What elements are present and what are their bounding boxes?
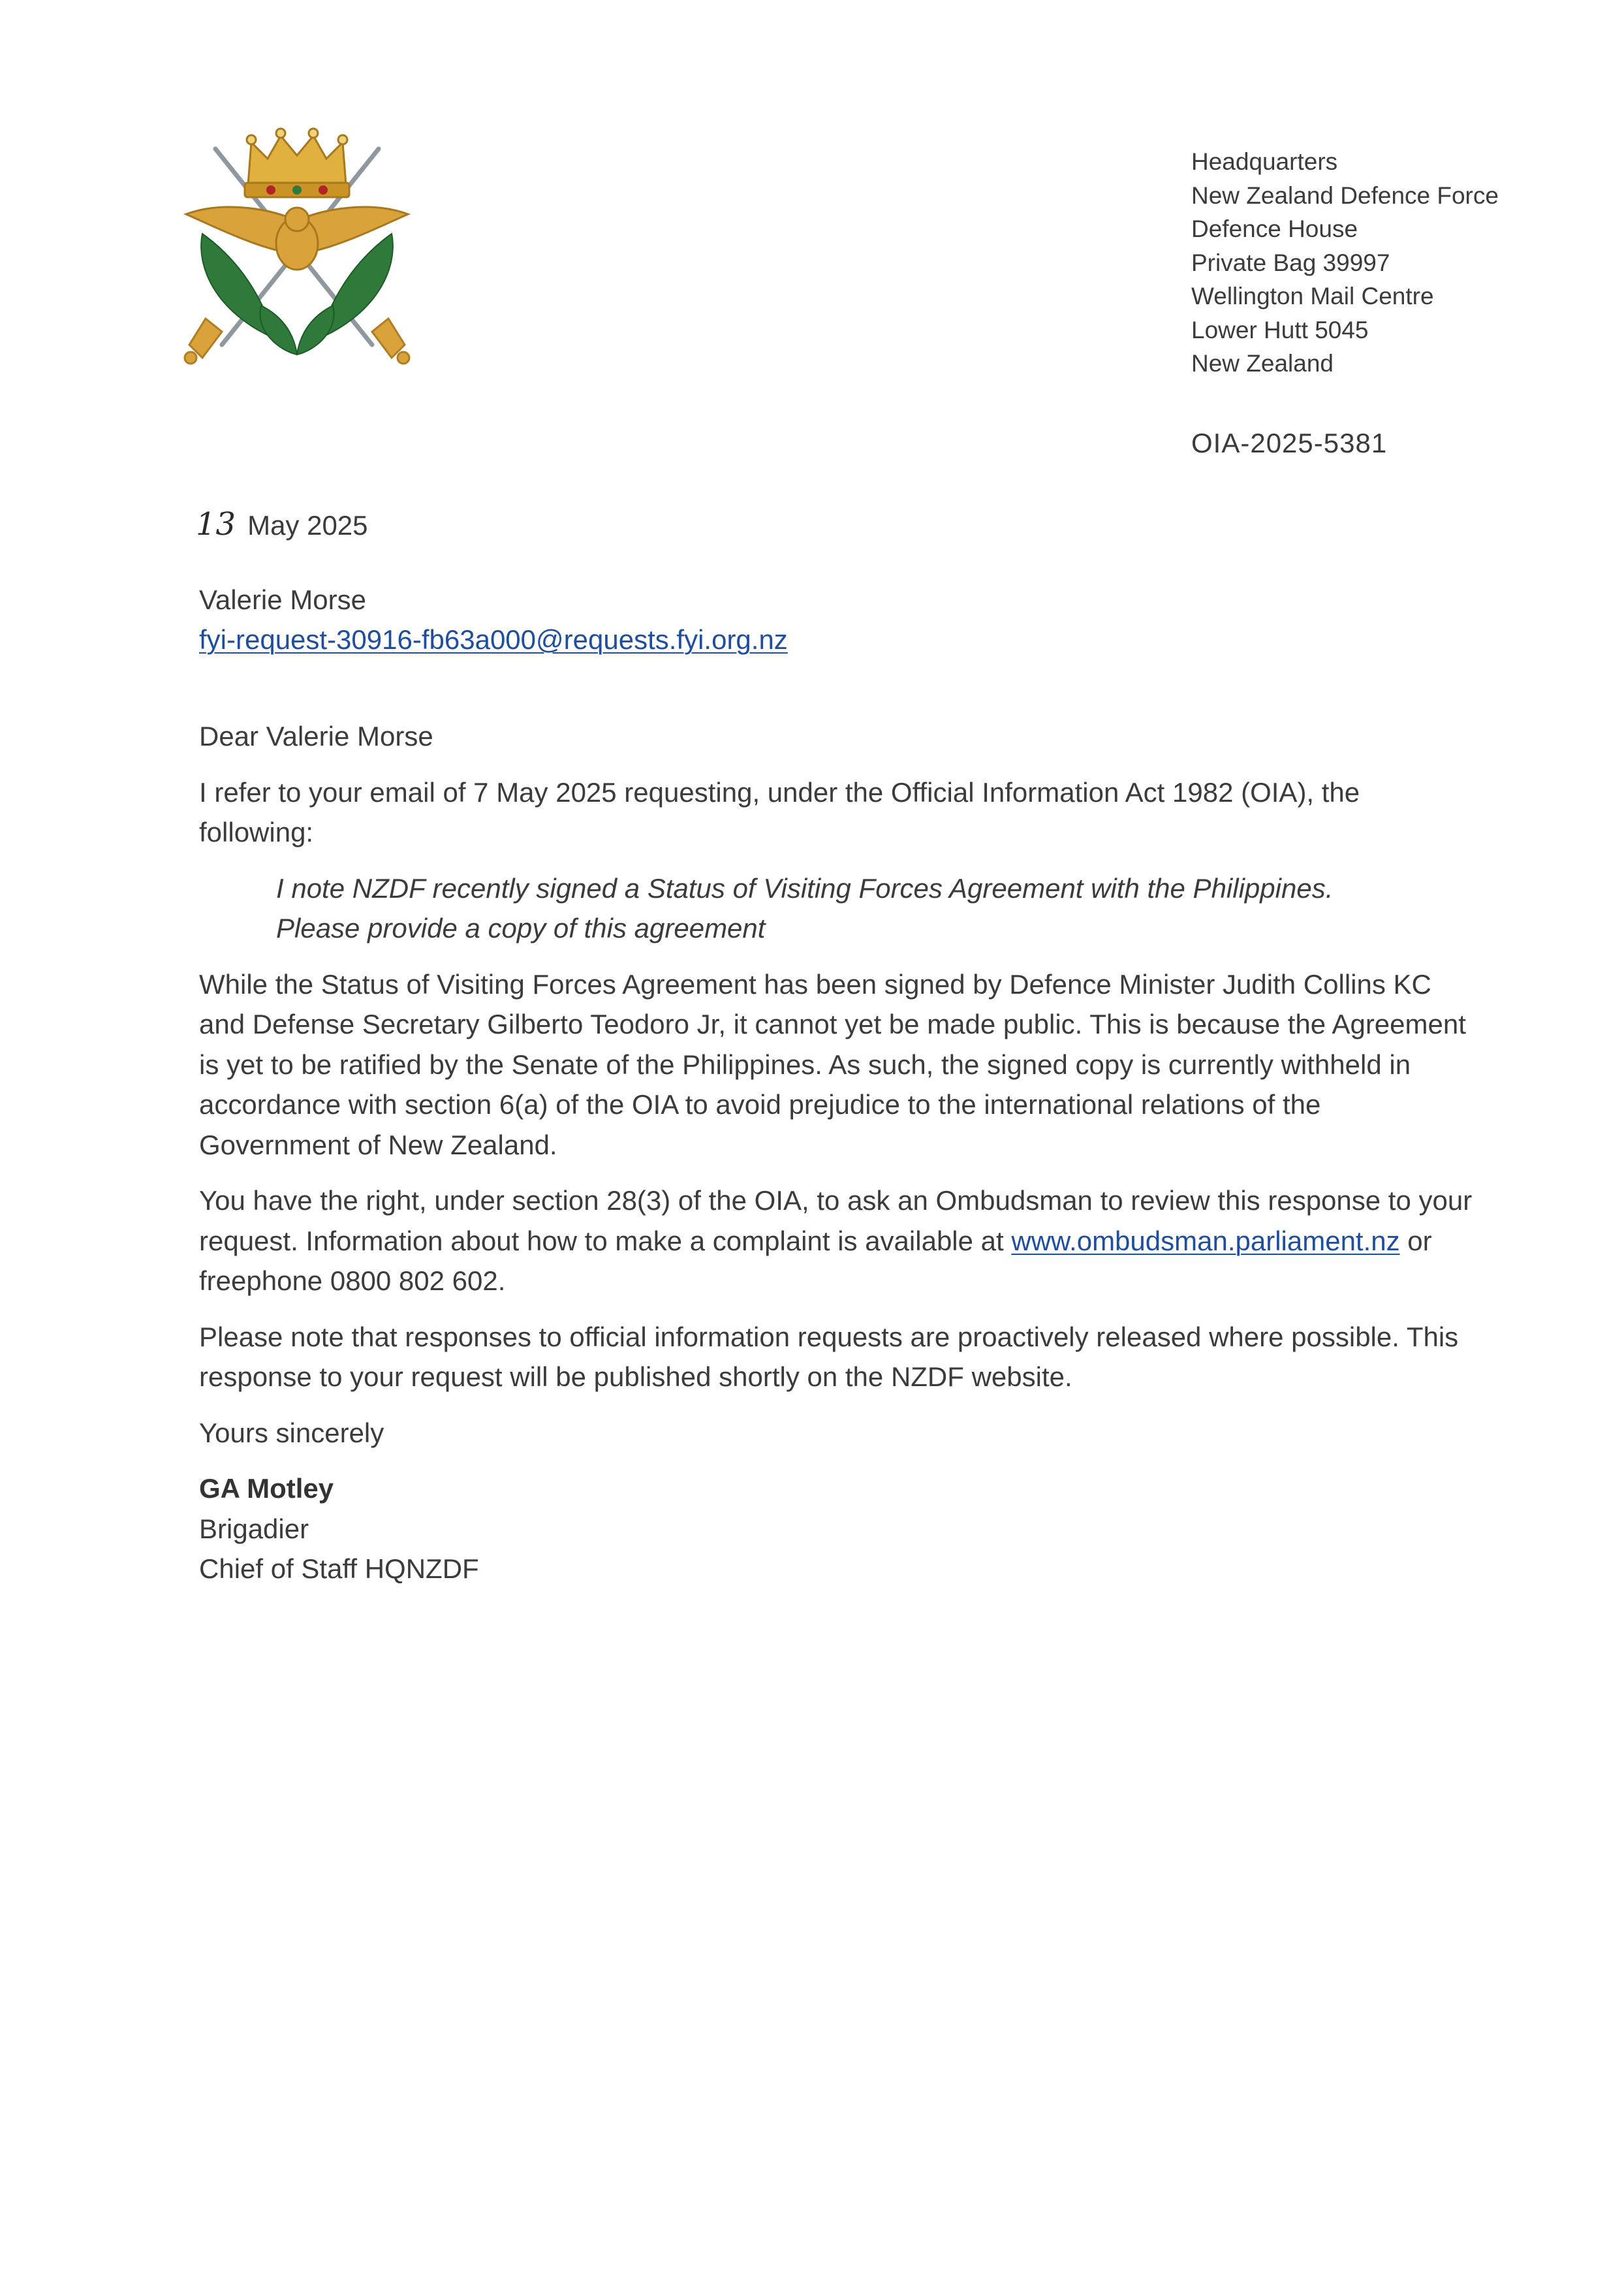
signature-block <box>199 1468 1478 1589</box>
ombudsman-paragraph <box>199 1180 1478 1301</box>
quote-line: I note NZDF recently signed a Status of Visiting Forces Agreement with the Philippines. <box>276 872 1334 904</box>
recipient-block <box>199 580 788 659</box>
nzdf-crest-icon <box>176 123 418 371</box>
quote-line: Please provide a copy of this agreement <box>276 913 766 943</box>
date-month-year: May 2025 <box>247 510 368 541</box>
recipient-email-link[interactable]: fyi-request-30916-fb63a000@requests.fyi.org.nz <box>199 624 788 655</box>
letter-body <box>199 716 1478 1589</box>
signatory-title: Chief of Staff HQNZDF <box>199 1553 479 1584</box>
ombudsman-link[interactable]: www.ombudsman.parliament.nz <box>1011 1225 1400 1256</box>
address-line: Headquarters <box>1191 148 1338 175</box>
address-line: New Zealand <box>1191 350 1334 377</box>
reference-number: OIA-2025-5381 <box>1191 428 1388 458</box>
closing: Yours sincerely <box>199 1417 384 1448</box>
salutation: Dear Valerie Morse <box>199 721 433 752</box>
quoted-request <box>199 868 1478 949</box>
ombudsman-text: You have the right, under section 28(3) of the OIA, to ask an Ombudsman to review this response to your request. Information about how to make a complaint is available at <box>199 1185 1473 1256</box>
signatory-rank: Brigadier <box>199 1513 309 1544</box>
sender-address <box>1191 145 1499 381</box>
letter-date <box>196 506 368 543</box>
address-line: Wellington Mail Centre <box>1191 283 1434 309</box>
address-line: New Zealand Defence Force <box>1191 182 1499 209</box>
intro-paragraph: I refer to your email of 7 May 2025 requesting, under the Official Information Act 1982 (OIA), the following: <box>199 776 1360 847</box>
address-line: Defence House <box>1191 215 1358 242</box>
recipient-name: Valerie Morse <box>199 584 366 615</box>
release-paragraph: Please note that responses to official information requests are proactively released where possible. This response to your request will be published shortly on the NZDF website. <box>199 1321 1459 1392</box>
freephone-text: or freephone 0800 802 602. <box>199 1225 1432 1296</box>
handwritten-day: 13 <box>196 506 236 543</box>
signatory-name: GA Motley <box>199 1473 334 1504</box>
address-line: Lower Hutt 5045 <box>1191 316 1369 343</box>
address-line: Private Bag 39997 <box>1191 249 1390 276</box>
withholding-paragraph: While the Status of Visiting Forces Agreement has been signed by Defence Minister Judith Collins KC and Defense Secretary Gilberto Teodoro Jr, it cannot yet be made public. This is because the Agreement is yet to be ratified by the Senate of the Philippines. As such, the signed copy is currently withheld in accordance with section 6(a) of the OIA to avoid prejudice to the international relations of the Government of New Zealand. <box>199 968 1466 1160</box>
